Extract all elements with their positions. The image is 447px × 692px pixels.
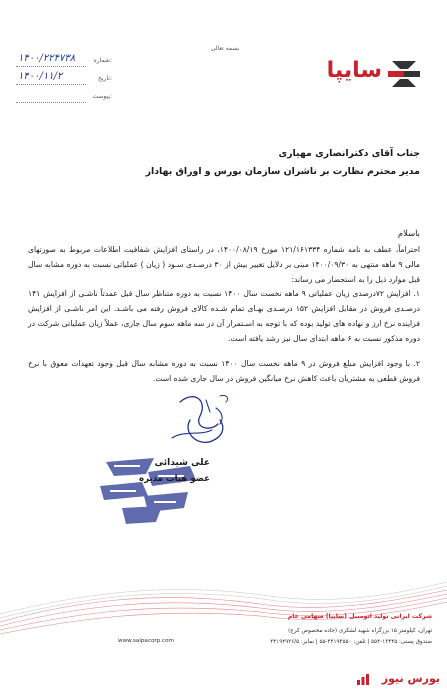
letter-date-field (16, 71, 116, 86)
letter-intro-paragraph: احتراماً، عطف به نامه شماره ۱۲۱/۱۶۱۳۳۴ مورخ ۱۴۰۰/۰۸/۱۹، در راستای افزایش شفافیت اطلاعات مربوط به صورتهای مالی ۹ ماهه منتهی به ۱۴۰۰/۰۹/۳۰ مبنی بر دلایل تغییر بیش از ۳۰ درصـدی سـود ( زیان ) عملیاتی نسبت به دوره مشابه سال قبل موارد ذیل را به استحضار می رساند: (28, 245, 420, 284)
letter-item-2: ۲. با وجود افزایش مبلغ فروش در ۹ ماهه نخست سال ۱۴۰۰ نسبت به دوره مشابه سال قبل وجود تعهدات معوق با نرخ فروش قطعی به مشتریان باعث کاهش نرخ میانگین فروش در سال جاری شده است. (28, 359, 420, 383)
handwritten-signature (160, 390, 240, 460)
saipa-logo-icon (386, 57, 422, 91)
letter-number-field (16, 53, 116, 68)
letter-date-label: تاریخ: (98, 75, 112, 82)
footer-website: www.saipacorp.com (118, 638, 174, 644)
footer-company-name: شرکت ایرانی تولید اتومبیل (سایپا) سهامی عام (287, 613, 432, 620)
letter-item-1: ۱. افزایش ۷۲درصدی زیان عملیاتی ۹ ماهه نخست سال ۱۴۰۰ نسبت به دوره متناظر سال قبل عمدتاً ناشـی از افزایش ۱۴۱ درصـدی فروش در مقابل افزایش ۱۵۲ درصـدی بهـای تمام شـده کالای فروش رفته می باشـد. این امر ناشـی از افزایش فزاینده نرخ ارز و نهاده های تولید بوده که با توجه به اسـتمرار آن در سه ماهه سوم سال جاری، عملاً زیان عملیاتی شرکت در دوره مذکور نسبت به ۶ ماهه ابتدای سال نیز رشد یافته است. (28, 289, 421, 343)
footer-address: تهران، کیلومتر ۱۵ بزرگراه شهید لشکری (جاده مخصوص کرج) (288, 628, 432, 634)
footer-contact-info: صندوق پستی: ۱۳۴۴۵-۵۵۴ | تلفن: ۴۴۱۹۴۵۵۰-۵۵ | نمابر: ۴۴۱۹۴۹۳۶/۵ (270, 639, 432, 645)
letter-date-value: ۱۴۰۰/۱۱/۲ (18, 71, 63, 82)
signatory-title: عضو هیات مدیره (139, 474, 210, 484)
letter-attachment-field (16, 92, 116, 104)
addressee-title: مدیر محترم نظارت بر ناشران سازمان بورس و اوراق بهادار (145, 166, 420, 177)
bourse-news-watermark: بورس نیوز (381, 672, 440, 685)
news-logo-icon (356, 672, 370, 686)
brand-name: سایپا (326, 58, 382, 83)
greeting: باسلام (397, 228, 420, 238)
signatory-name: علی شیدائی (154, 458, 210, 468)
addressee-name: جناب آقای دکترانصاری مهیاری (278, 148, 420, 159)
bismillah-heading: بسمه تعالی (210, 45, 240, 52)
letter-number-value: ۱۴۰۰/۲۲۴۷۳۸ (18, 53, 76, 64)
letter-attachment-label: پیوست: (92, 93, 112, 100)
letter-number-label: شماره: (93, 57, 112, 64)
